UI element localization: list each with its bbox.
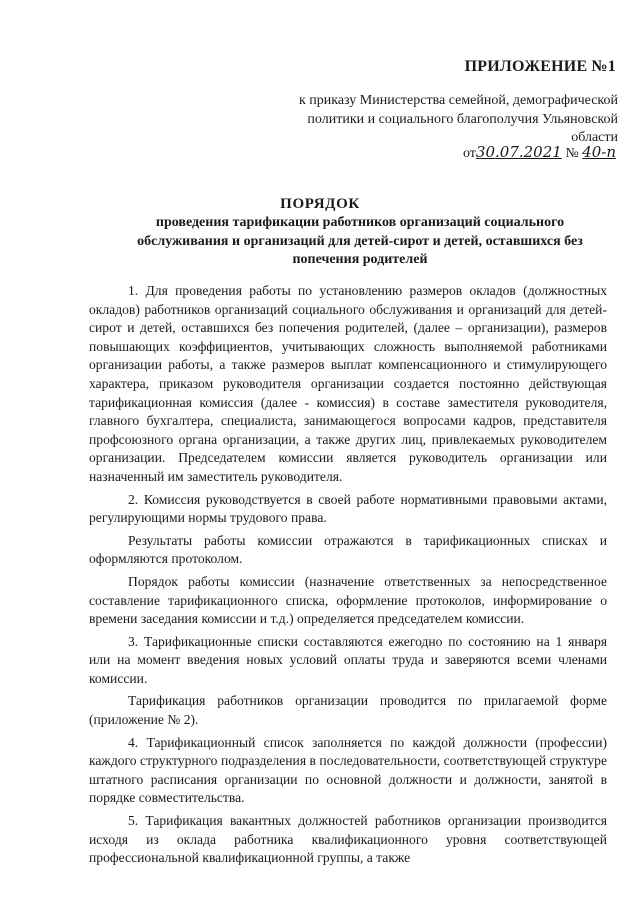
order-reference: к приказу Министерства семейной, демографической политики и социального благополучия Ульяновской области [298,93,618,145]
document-body [89,282,607,869]
paragraph: Тарификация работников организации проводится по прилагаемой форме (приложение № 2). [89,693,607,728]
document-subtitle: проведения тарификации работников организаций социального обслуживания и организаций для детей-сирот и детей, оставшихся без попечения родителей [137,215,583,267]
paragraph: Порядок работы комиссии (назначение ответственных за непосредственное составление тарификационного списка, оформление протоколов, информирование о времени заседания комиссии и т.д.) определяется председателем комиссии. [89,573,607,627]
paragraph: 1. Для проведения работы по установлению размеров окладов (должностных окладов) работников организаций социального обслуживания и организаций для детей-сирот и детей, оставшихся без попечения родителей, (далее – организации), размеров повышающих коэффициентов, учитывающих сложность выполняемой работниками организации работы, а также размеров выплат компенсационного и стимулирующего характера, приказом руководителя организации создается постоянно действующая тарификационная комиссия (далее - комиссия) в составе заместителя руководителя, главного бухгалтера, специалиста, занимающегося вопросами кадров, представителя профсоюзного органа организации, а также других лиц, привлекаемых руководителем организации. Председателем комиссии является руководитель организации или назначенный им заместитель руководителя. [89,283,607,484]
document-title: ПОРЯДОК [280,196,360,212]
date-prefix: от [462,146,476,161]
paragraph: 4. Тарификационный список заполняется по каждой должности (профессии) каждого структурного подразделения в последовательности, соответствующей структуре штатного расписания организации по основной должности и должности, занятой в порядке совместительства. [89,734,607,806]
paragraph: 3. Тарификационные списки составляются ежегодно по состоянию на 1 января или на момент введения новых условий оплаты труда и заверяются всеми членами комиссии. [89,633,607,686]
paragraph: 2. Комиссия руководствуется в своей работе нормативными правовыми актами, регулирующими нормы трудового права. [89,491,607,526]
appendix-title: ПРИЛОЖЕНИЕ №1 [464,58,616,75]
number-prefix: № [565,146,579,161]
paragraph: Результаты работы комиссии отражаются в тарификационных списках и оформляются протоколом. [89,532,607,567]
paragraph: 5. Тарификация вакантных должностей работников организации производится исходя из оклада работника квалификационного уровня соответствующей профессиональной квалификационной группы, а также [89,813,607,866]
order-number: 40-п [582,143,616,161]
order-date-line [463,143,616,162]
order-date: 30.07.2021 [475,143,562,161]
